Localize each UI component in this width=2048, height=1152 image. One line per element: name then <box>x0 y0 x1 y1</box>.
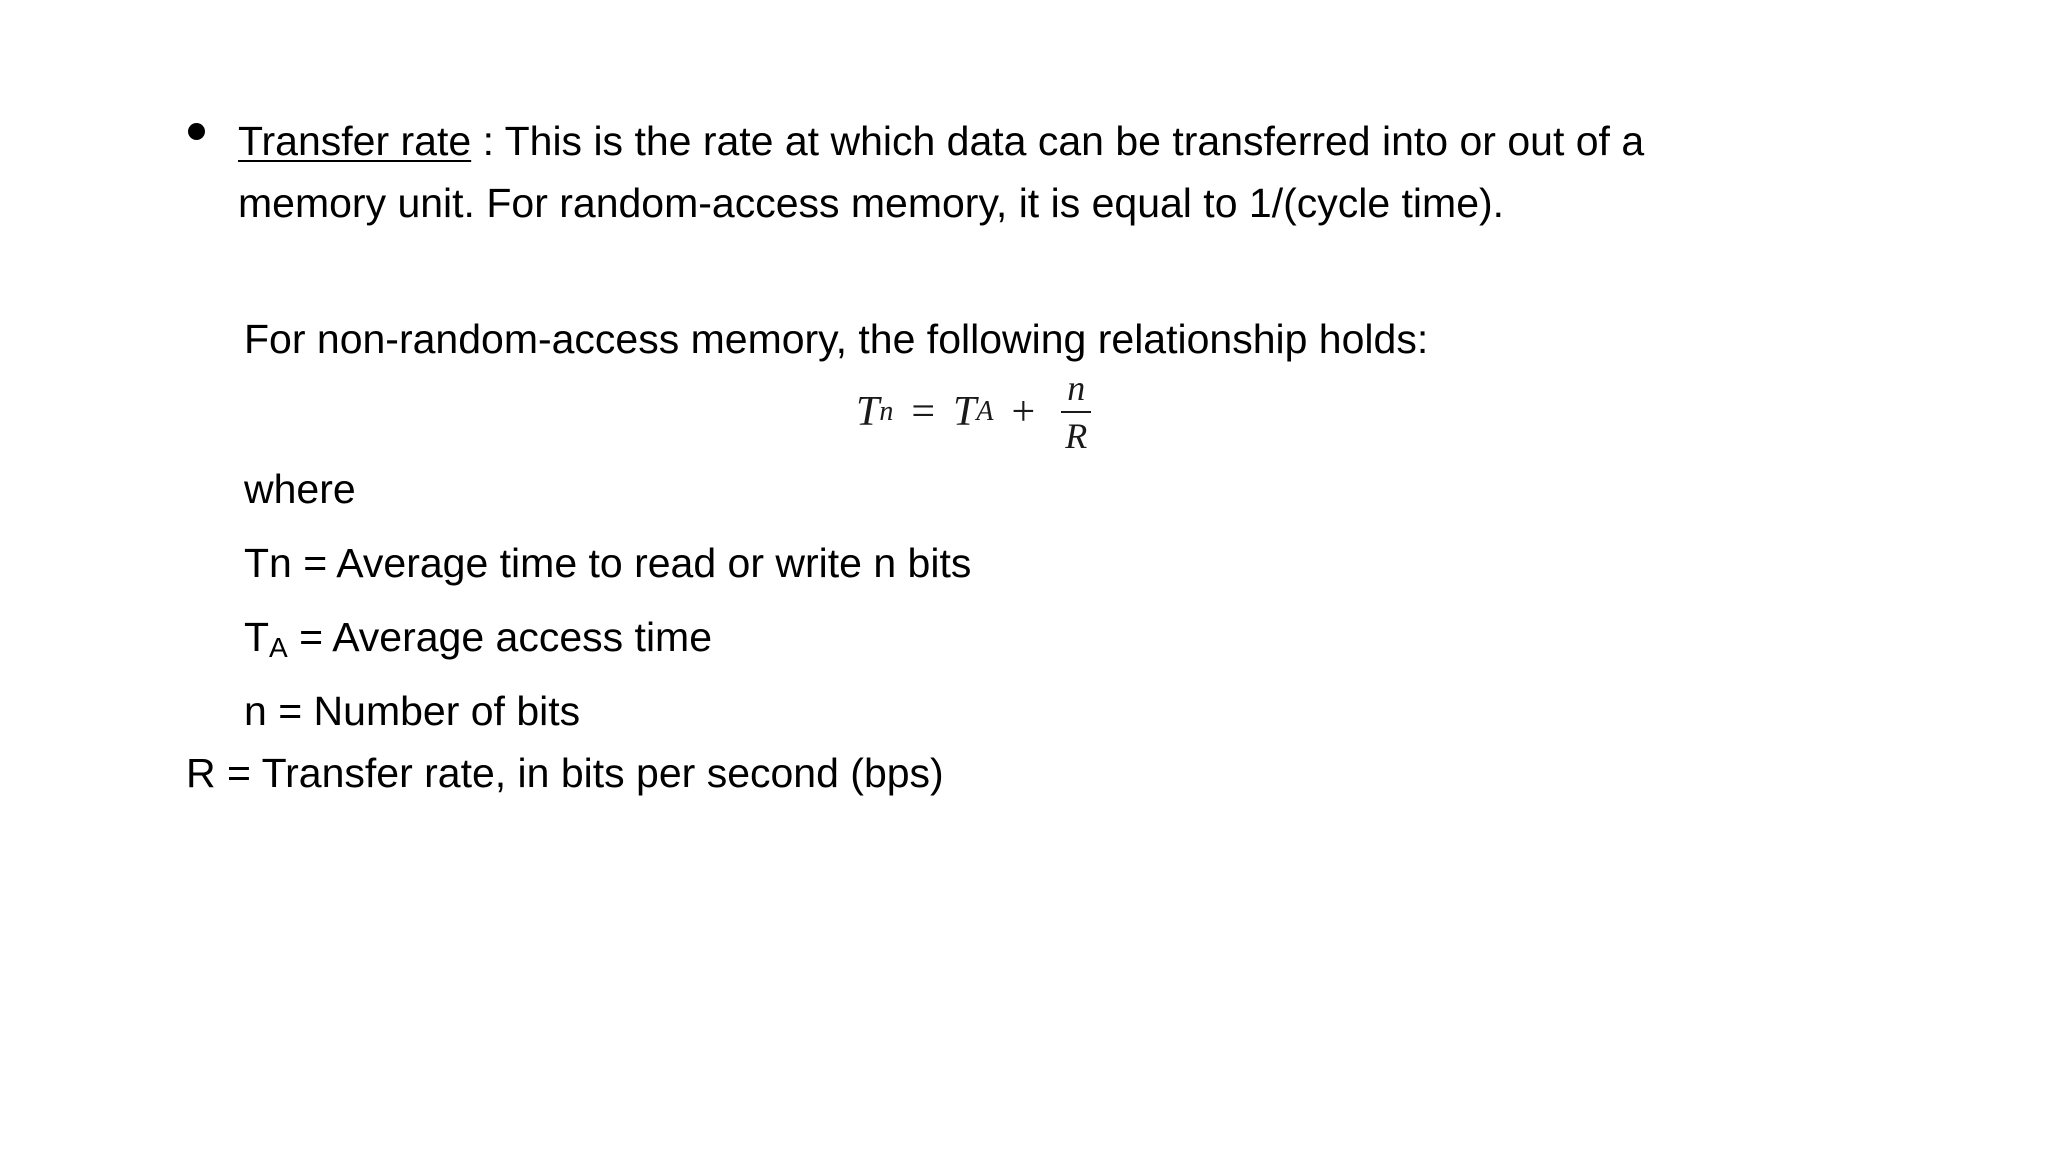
definition-r: R = Transfer rate, in bits per second (bps) <box>186 750 944 796</box>
formula-numerator: n <box>1067 368 1086 408</box>
bullet-line-1 <box>238 110 1644 172</box>
intro-line: For non-random-access memory, the following relationship holds: <box>244 316 1429 362</box>
definition-tn: Tn = Average time to read or write n bits <box>244 540 972 586</box>
formula-rhs: T <box>953 389 977 435</box>
formula-denominator: R <box>1065 416 1088 456</box>
term-transfer-rate: Transfer rate <box>238 118 472 164</box>
formula-plus: + <box>1011 389 1036 435</box>
bullet-icon <box>188 123 205 140</box>
bullet-line-1-rest: : This is the rate at which data can be transferred into or out of a <box>471 118 1645 164</box>
bullet-line-2: memory unit. For random-access memory, it is equal to 1/(cycle time). <box>238 180 1505 226</box>
transfer-time-formula <box>856 362 1091 462</box>
formula-rhs-sub: A <box>976 396 994 427</box>
fraction-bar <box>1061 411 1091 413</box>
definition-ta-symbol: T <box>244 614 270 660</box>
formula-lhs-sub: n <box>879 396 894 427</box>
formula-fraction <box>1061 369 1091 455</box>
formula-equals: = <box>911 389 936 435</box>
where-label: where <box>244 466 356 512</box>
definition-ta-rest: = Average access time <box>287 614 713 660</box>
definition-ta-sub: A <box>269 632 288 663</box>
definition-n: n = Number of bits <box>244 688 581 734</box>
definition-ta <box>244 606 712 679</box>
formula-lhs: T <box>856 389 880 435</box>
